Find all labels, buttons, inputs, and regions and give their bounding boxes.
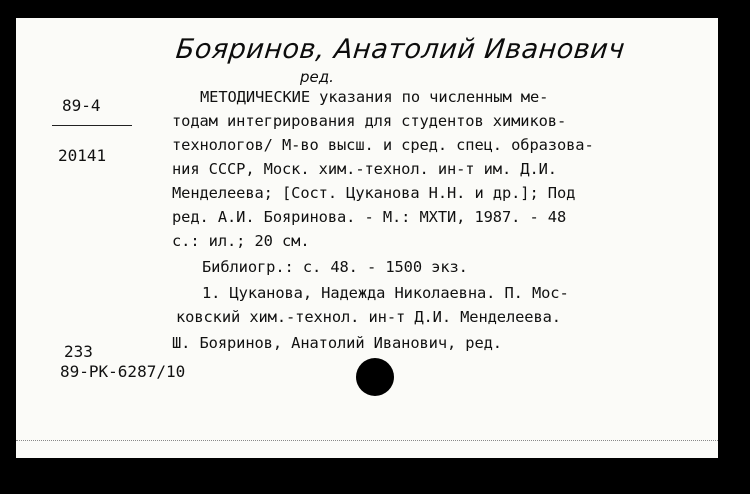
card-text-line: ковский хим.-технол. ин-т Д.И. Менделеева. <box>176 308 561 326</box>
card-text-line: 1. Цуканова, Надежда Николаевна. П. Мос- <box>202 284 569 302</box>
card-code-bottom: 89-РК-6287/10 <box>60 362 186 381</box>
card-text-line: ния СССР, Моск. хим.-технол. ин-т им. Д.И. <box>172 160 557 178</box>
card-text-line: с.: ил.; 20 см. <box>172 232 310 250</box>
card-text-line: Ш. Бояринов, Анатолий Иванович, ред. <box>172 334 502 352</box>
card-text-line: Библиогр.: с. 48. - 1500 экз. <box>202 258 468 276</box>
card-text-line: ред. А.И. Бояринова. - М.: МХТИ, 1987. - 48 <box>172 208 567 226</box>
card-text-line: Менделеева; [Сост. Цуканова Н.Н. и др.]; Под <box>172 184 576 202</box>
card-code-low: 233 <box>64 342 93 361</box>
punch-hole <box>356 358 394 396</box>
card-text-line: тодам интегрирования для студентов химиков- <box>172 112 567 130</box>
card-code-mid: 20141 <box>58 146 107 165</box>
card-text-line: технологов/ М-во высш. и сред. спец. образова- <box>172 136 594 154</box>
left-divider-rule <box>52 125 132 126</box>
card-text-line: МЕТОДИЧЕСКИЕ указания по численным ме- <box>200 88 549 106</box>
handwritten-heading: Бояринов, Анатолий Иванович <box>174 34 627 65</box>
handwritten-editor-note: ред. <box>300 68 334 86</box>
card-bottom-dotted-edge <box>16 440 718 441</box>
card-code-top: 89-4 <box>62 96 101 115</box>
